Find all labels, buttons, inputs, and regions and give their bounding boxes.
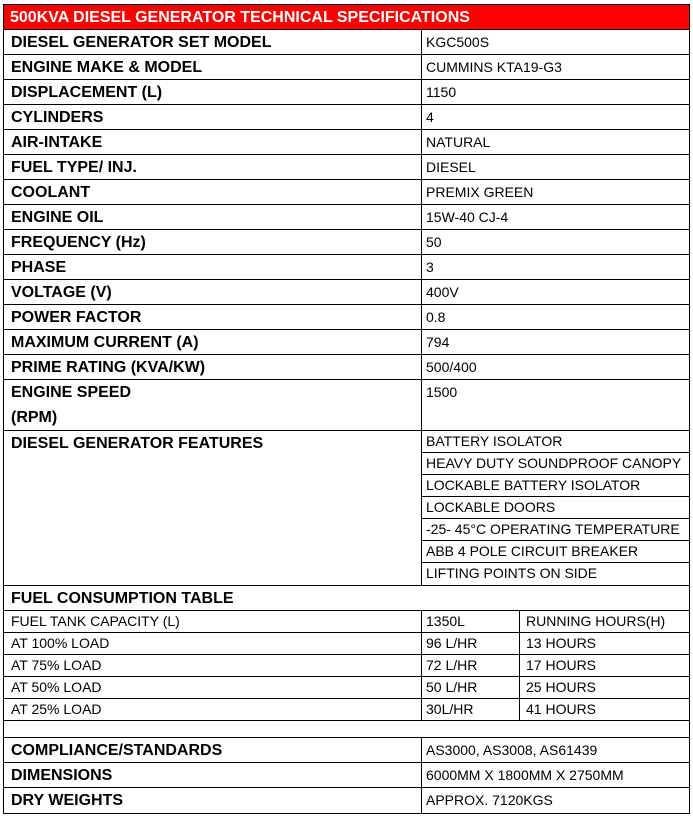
- spec-row-dry-weights: [4, 788, 689, 813]
- spec-row-displacement: [4, 80, 689, 105]
- fuel-cell-label: FUEL TANK CAPACITY (L): [4, 611, 422, 632]
- spec-row-frequency: [4, 230, 689, 255]
- spec-label: CYLINDERS: [4, 105, 422, 129]
- fuel-table-row: [4, 699, 689, 721]
- spec-value: 50: [426, 234, 442, 250]
- spec-value: KGC500S: [426, 34, 490, 50]
- spacer-row: [4, 721, 689, 738]
- fuel-cell-hours: 13 HOURS: [526, 635, 597, 651]
- fuel-cell-rate: 72 L/HR: [422, 655, 520, 676]
- fuel-cell-rate: 1350L: [422, 611, 520, 632]
- spec-label: POWER FACTOR: [4, 305, 422, 329]
- spec-row-cylinders: [4, 105, 689, 130]
- fuel-cell-hours: RUNNING HOURS(H): [526, 613, 666, 629]
- fuel-cell-label: AT 50% LOAD: [4, 677, 422, 698]
- spec-row-dimensions: [4, 763, 689, 788]
- spec-label: DIMENSIONS: [4, 763, 422, 787]
- spec-label: DRY WEIGHTS: [4, 788, 422, 813]
- fuel-table-row: [4, 611, 689, 633]
- spec-row-air-intake: [4, 130, 689, 155]
- spec-label: COOLANT: [4, 180, 422, 204]
- spec-sheet: [3, 4, 690, 814]
- fuel-table-heading-row: [4, 586, 689, 611]
- spec-row-coolant: [4, 180, 689, 205]
- feature-item: LIFTING POINTS ON SIDE: [426, 565, 598, 581]
- spec-row-prime-rating: [4, 355, 689, 380]
- engine-speed-label-line1: ENGINE SPEED: [11, 384, 132, 401]
- spec-label: VOLTAGE (V): [4, 280, 422, 304]
- spec-row-engine-oil: [4, 205, 689, 230]
- spec-row-power-factor: [4, 305, 689, 330]
- spec-value: 1150: [426, 84, 457, 100]
- spec-row-fuel-type: [4, 155, 689, 180]
- feature-item: LOCKABLE BATTERY ISOLATOR: [422, 475, 689, 497]
- spec-label: ENGINE OIL: [4, 205, 422, 229]
- features-section: [4, 431, 689, 586]
- spec-value: 400V: [426, 284, 459, 300]
- spec-row-engine-speed: [4, 380, 689, 431]
- spec-label: PRIME RATING (KVA/KW): [4, 355, 422, 379]
- spec-label: DIESEL GENERATOR SET MODEL: [4, 30, 422, 54]
- spec-label: COMPLIANCE/STANDARDS: [4, 738, 422, 762]
- spec-label: PHASE: [4, 255, 422, 279]
- spec-value: CUMMINS KTA19-G3: [426, 59, 562, 75]
- spec-label: DISPLACEMENT (L): [4, 80, 422, 104]
- spec-value: APPROX. 7120KGS: [426, 792, 553, 808]
- spec-row-phase: [4, 255, 689, 280]
- spec-value: 0.8: [426, 309, 446, 325]
- feature-item: ABB 4 POLE CIRCUIT BREAKER: [422, 541, 689, 563]
- fuel-cell-rate: 30L/HR: [422, 699, 520, 720]
- features-label: DIESEL GENERATOR FEATURES: [4, 431, 422, 585]
- engine-speed-label-line2: (RPM): [11, 409, 58, 426]
- fuel-table-heading: FUEL CONSUMPTION TABLE: [11, 590, 234, 607]
- spec-label: FREQUENCY (Hz): [4, 230, 422, 254]
- spec-label: FUEL TYPE/ INJ.: [4, 155, 422, 179]
- spec-label: [4, 380, 422, 430]
- spec-row-max-current: [4, 330, 689, 355]
- spec-value: DIESEL: [426, 159, 476, 175]
- spec-label: MAXIMUM CURRENT (A): [4, 330, 422, 354]
- spec-value: 6000MM X 1800MM X 2750MM: [426, 767, 624, 783]
- feature-item: -25- 45°C OPERATING TEMPERATURE: [422, 519, 689, 541]
- spec-value: 3: [426, 259, 434, 275]
- fuel-table-row: [4, 677, 689, 699]
- fuel-cell-rate: 50 L/HR: [422, 677, 520, 698]
- fuel-table-row: [4, 655, 689, 677]
- spec-value: NATURAL: [426, 134, 491, 150]
- spec-title: 500KVA DIESEL GENERATOR TECHNICAL SPECIFICATIONS: [4, 5, 689, 30]
- spec-value: 4: [426, 109, 434, 125]
- fuel-cell-label: AT 100% LOAD: [4, 633, 422, 654]
- spec-row-engine: [4, 55, 689, 80]
- fuel-cell-hours: 25 HOURS: [526, 679, 597, 695]
- spec-row-compliance: [4, 738, 689, 763]
- spec-label: AIR-INTAKE: [4, 130, 422, 154]
- spec-value: 15W-40 CJ-4: [426, 209, 509, 225]
- spec-label: ENGINE MAKE & MODEL: [4, 55, 422, 79]
- spec-value: 794: [426, 334, 450, 350]
- spec-value: 1500: [426, 384, 458, 400]
- fuel-cell-label: AT 75% LOAD: [4, 655, 422, 676]
- spec-value: AS3000, AS3008, AS61439: [426, 742, 598, 758]
- fuel-cell-hours: 41 HOURS: [526, 701, 597, 717]
- spec-value: 500/400: [426, 359, 477, 375]
- fuel-table-row: [4, 633, 689, 655]
- feature-item: HEAVY DUTY SOUNDPROOF CANOPY: [422, 453, 689, 475]
- fuel-cell-hours: 17 HOURS: [526, 657, 597, 673]
- fuel-cell-rate: 96 L/HR: [422, 633, 520, 654]
- spec-row-model: [4, 30, 689, 55]
- feature-item: LOCKABLE DOORS: [422, 497, 689, 519]
- fuel-cell-label: AT 25% LOAD: [4, 699, 422, 720]
- feature-item: BATTERY ISOLATOR: [422, 431, 689, 453]
- spec-row-voltage: [4, 280, 689, 305]
- spec-value: PREMIX GREEN: [426, 184, 534, 200]
